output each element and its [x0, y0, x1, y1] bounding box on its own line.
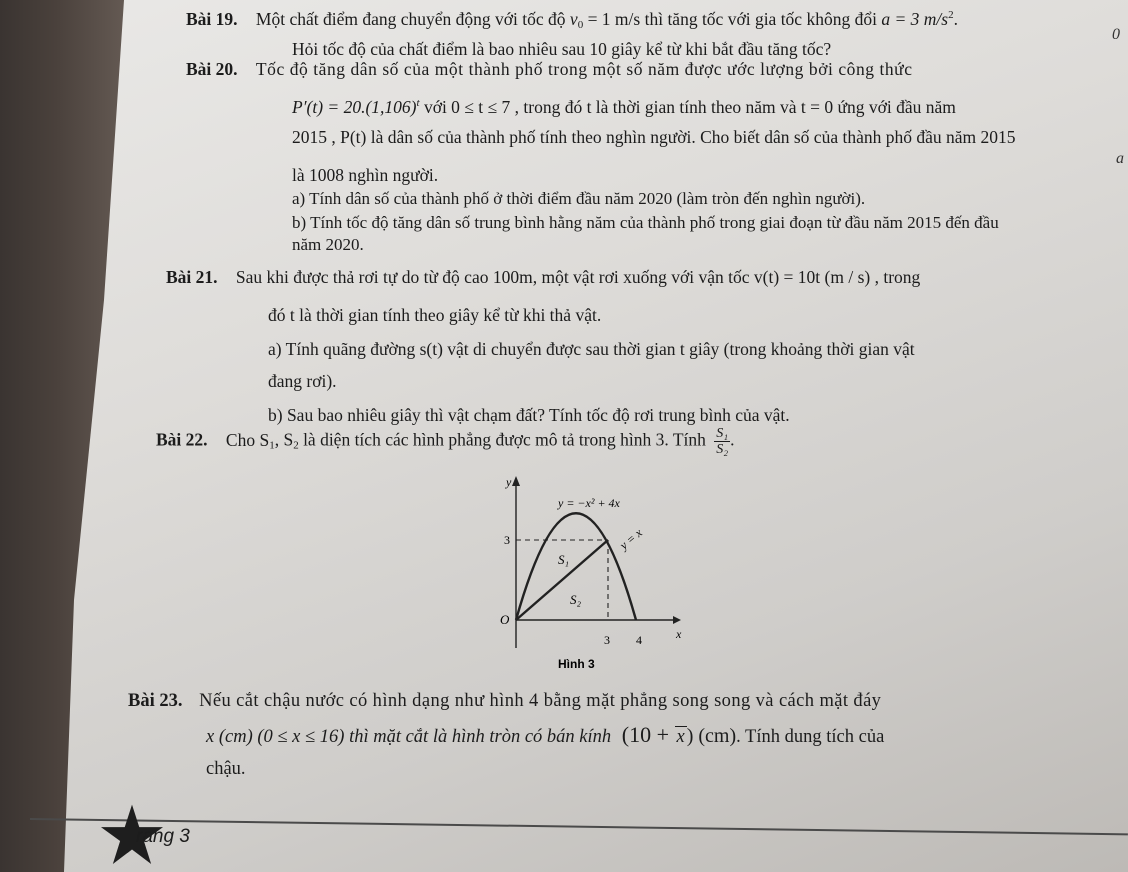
b19-text2: = 1 m/s thì tăng tốc với gia tốc không đổi — [587, 9, 877, 29]
tick-x4: 4 — [636, 633, 642, 647]
x-axis-arrow — [673, 616, 681, 624]
edge-mark-1: 0 — [1112, 26, 1120, 43]
edge-mark-2: a — [1116, 150, 1124, 167]
b21-part-b: b) Sau bao nhiêu giây thì vật chạm đất? Tính tốc độ rơi trung bình của vật. — [268, 405, 790, 425]
b19-label: Bài 19. — [186, 9, 238, 29]
b20-line3: 2015 , P(t) là dân số của thành phố tính theo nghìn người. Cho biết dân số của thành phố đầu năm 2015 — [292, 127, 1016, 147]
b22-end: . — [730, 429, 735, 450]
b19-line2: Hỏi tốc độ của chất điểm là bao nhiêu sau 10 giây kể từ khi bắt đầu tăng tốc? — [292, 39, 832, 59]
b20-part-b2: năm 2020. — [292, 235, 364, 254]
b22-frac-num: S₁ — [716, 426, 729, 441]
s2-label: S₂ — [570, 592, 582, 607]
b20-line1 — [186, 58, 913, 80]
b22-frac-den: S₂ — [716, 442, 729, 457]
b19-v0-sub: 0 — [577, 19, 584, 31]
b22-text2: , S — [274, 429, 294, 450]
b23-line1 — [128, 690, 881, 712]
b19-text: Một chất điểm đang chuyển động với tốc độ — [255, 9, 566, 29]
b20-formula-sup: t — [416, 97, 420, 109]
b20-text2: với 0 ≤ t ≤ 7 , trong đó t là thời gian tính theo năm và t = 0 ứng với đầu năm — [419, 97, 956, 117]
b19-accel: a = 3 m/s — [881, 9, 949, 29]
tick-x3: 3 — [604, 633, 610, 647]
tick-y3: 3 — [504, 533, 510, 547]
b22-fraction — [714, 426, 730, 457]
b23-text3: . Tính dung tích của — [736, 727, 885, 747]
b21-line2: đó t là thời gian tính theo giây kể từ khi thả vật. — [268, 305, 602, 325]
b22-s2-sub: 2 — [293, 439, 299, 452]
page-number: rang 3 — [136, 826, 190, 847]
b20-line4: là 1008 nghìn người. — [292, 165, 439, 185]
b23-line2 — [206, 724, 884, 748]
origin-label: O — [500, 612, 510, 627]
b19-accel-sup: 2 — [948, 9, 954, 21]
x-axis-label: x — [676, 627, 682, 641]
b20-label: Bài 20. — [186, 59, 238, 79]
b21-line1 — [166, 266, 920, 288]
b21-part-a2: đang rơi). — [268, 371, 337, 391]
s1-label: S₁ — [558, 552, 570, 567]
b19-v0: v — [569, 9, 578, 29]
b23-radius-sqrt: x — [676, 727, 685, 747]
b22-label: Bài 22. — [156, 429, 208, 450]
b21-part-a: a) Tính quãng đường s(t) vật di chuyển được sau thời gian t giây (trong khoảng thời gian vật — [268, 339, 915, 359]
b20-text1: Tốc độ tăng dân số của một thành phố trong một số năm được ước lượng bởi công thức — [255, 59, 913, 79]
y-axis-arrow — [512, 476, 520, 486]
b22-text1: Cho S — [225, 429, 270, 450]
b23-radius-open: (10 + — [621, 722, 675, 747]
b23-text1: Nếu cắt chậu nước có hình dạng như hình 4 bằng mặt phẳng song song và cách mặt đáy — [199, 691, 882, 711]
b19-line1 — [186, 4, 958, 36]
figure-caption: Hình 3 — [558, 657, 595, 671]
b21-label: Bài 21. — [166, 267, 218, 287]
b22-s1-sub: 1 — [269, 439, 275, 452]
b19-end: . — [953, 9, 958, 29]
b20-line2 — [292, 92, 956, 118]
curve-label: y = −x² + 4x — [558, 496, 620, 510]
b23-radius-close: ) (cm) — [686, 725, 737, 747]
b20-formula: P′(t) = 20.(1,106) — [292, 97, 417, 117]
line-label: y = x — [616, 525, 645, 553]
b23-line3: chậu. — [206, 759, 246, 779]
b21-text1: Sau khi được thả rơi tự do từ độ cao 100m, một vật rơi xuống với vận tốc v(t) = 10t (m / s) , trong — [235, 267, 921, 287]
b20-part-b: b) Tính tốc độ tăng dân số trung bình hằng năm của thành phố trong giai đoạn từ đầu năm 2015 đến đầu — [292, 213, 999, 232]
b22-text3: là diện tích các hình phẳng được mô tả trong hình 3. Tính — [298, 429, 706, 450]
b23-text2: x (cm) (0 ≤ x ≤ 16) thì mặt cắt là hình tròn có bán kính — [206, 727, 612, 747]
b22-line1 — [156, 426, 735, 457]
figure-hinh-3 — [478, 470, 698, 675]
b23-label: Bài 23. — [128, 691, 183, 711]
b20-part-a: a) Tính dân số của thành phố ở thời điểm đầu năm 2020 (làm tròn đến nghìn người). — [292, 189, 866, 208]
y-axis-label: y — [506, 475, 512, 489]
